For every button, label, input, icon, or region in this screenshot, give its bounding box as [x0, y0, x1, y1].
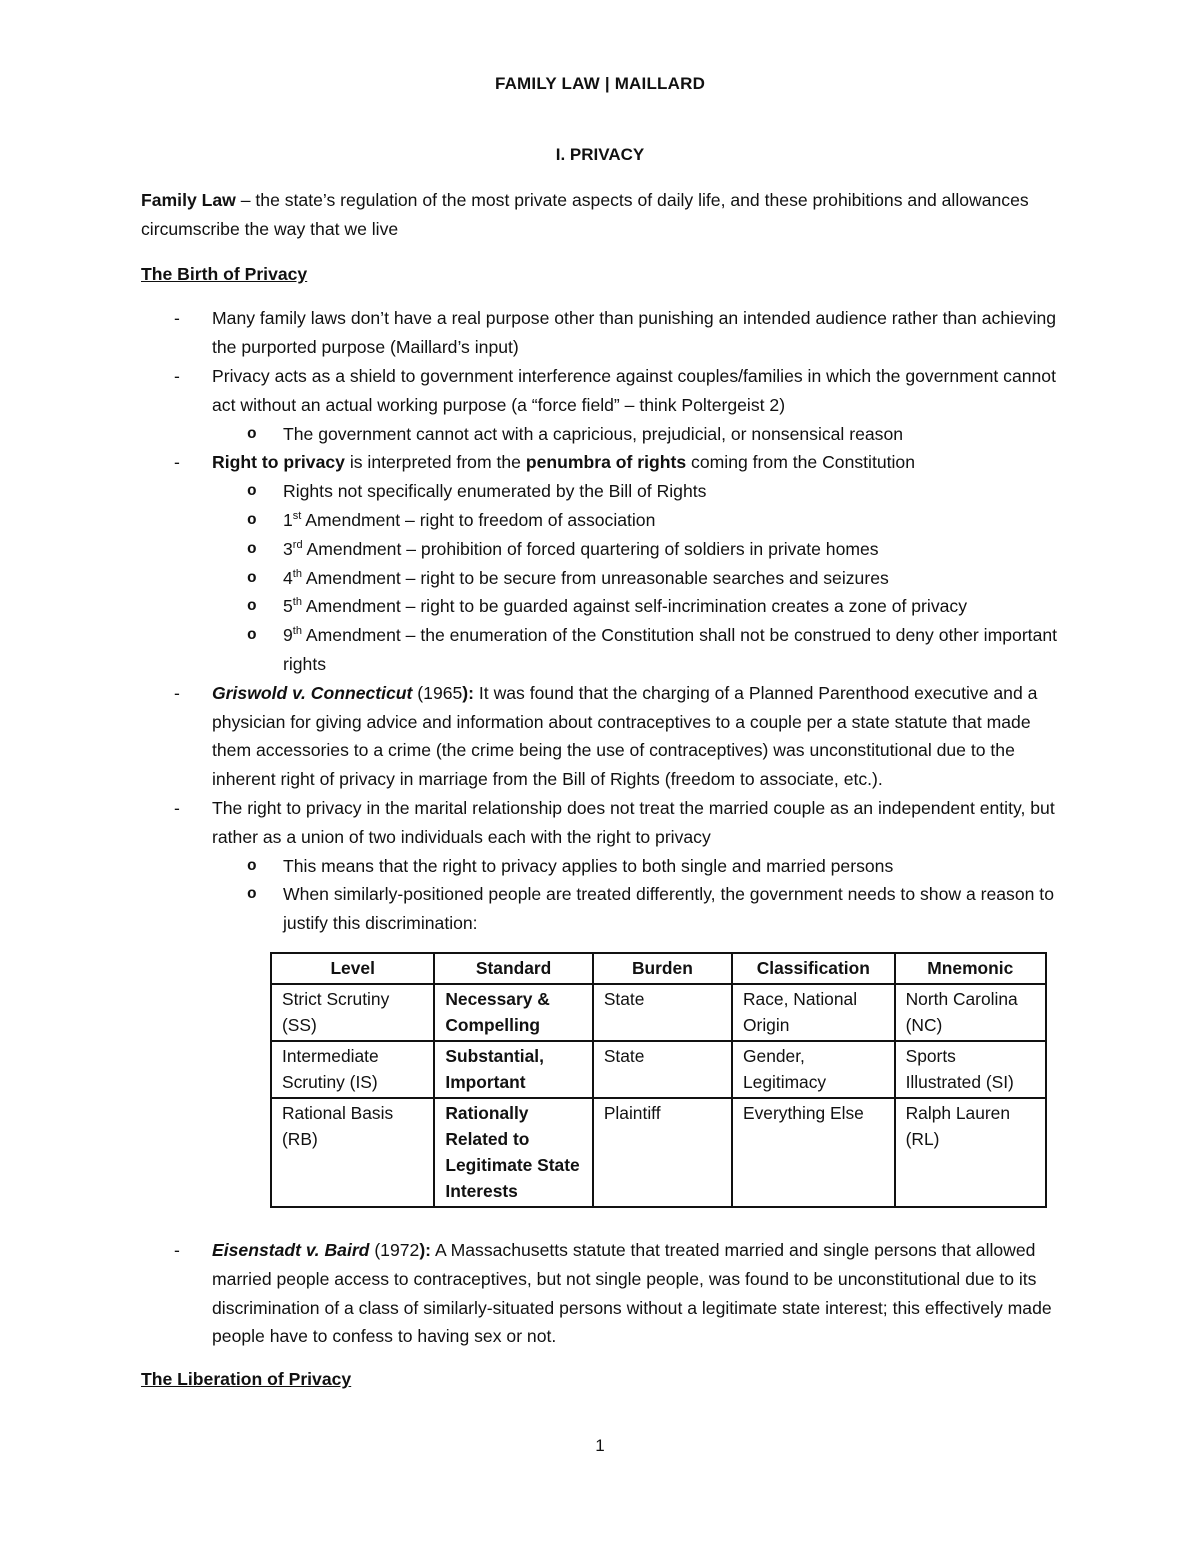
- bullet-text: is interpreted from the: [344, 452, 526, 473]
- circle-marker: o: [247, 482, 257, 501]
- table-cell-level: Strict Scrutiny (SS): [271, 984, 434, 1041]
- sub-bullet-item: [141, 880, 1061, 938]
- case-name: Griswold v. Connecticut: [212, 682, 413, 703]
- family-law-definition: [141, 186, 1061, 244]
- case-text: A Massachusetts statute that treated married and single persons that allowed married people access to contraceptives, but not single people, was found to be unconstitutional due to its discrimination of a class of similarly-situated persons without a legitimate state interest; this effectively made people have to confess to having sex or not.: [212, 1239, 1052, 1347]
- table-cell-level: Rational Basis (RB): [271, 1098, 434, 1207]
- definition-text: – the state’s regulation of the most private aspects of daily life, and these prohibitions and allowances circumscribe the way that we live: [141, 190, 1029, 239]
- amendment-number: 3: [283, 538, 293, 559]
- bullet-text: Many family laws don’t have a real purpose other than punishing an intended audience rather than achieving the purported purpose (Maillard’s input): [212, 308, 1057, 358]
- circle-marker: o: [247, 597, 257, 616]
- ordinal-suffix: th: [292, 567, 302, 580]
- circle-marker: o: [247, 856, 257, 875]
- table-cell-standard: Substantial, Important: [434, 1041, 592, 1098]
- amendment-item: [141, 592, 1061, 621]
- column-header-level: Level: [271, 953, 434, 984]
- circle-marker: o: [247, 885, 257, 904]
- dash-marker: -: [174, 452, 180, 473]
- table-row: [271, 984, 1046, 1041]
- table-cell-classification: Everything Else: [732, 1098, 895, 1207]
- table-cell-mnemonic: North Carolina (NC): [895, 984, 1046, 1041]
- table-cell-burden: State: [593, 984, 732, 1041]
- sub-bullet-text: Rights not specifically enumerated by the Bill of Rights: [283, 481, 707, 502]
- table-cell-level: Intermediate Scrutiny (IS): [271, 1041, 434, 1098]
- heading-liberation-of-privacy: The Liberation of Privacy: [141, 1369, 352, 1390]
- bullet-text: Privacy acts as a shield to government interference against couples/families in which the government cannot act without an actual working purpose (a “force field” – think Poltergeist 2): [212, 365, 1056, 415]
- circle-marker: o: [247, 568, 257, 587]
- circle-marker: o: [247, 510, 257, 529]
- circle-marker: o: [247, 539, 257, 558]
- heading-birth-of-privacy: The Birth of Privacy: [141, 263, 308, 284]
- sub-bullet-item: [141, 477, 1061, 506]
- dash-marker: -: [174, 797, 180, 818]
- dash-marker: -: [174, 682, 180, 703]
- amendment-text: Amendment – right to be guarded against self-incrimination creates a zone of privacy: [301, 596, 967, 617]
- ordinal-suffix: rd: [292, 538, 303, 551]
- sub-bullet-text: When similarly-positioned people are treated differently, the government needs to show a reason to justify this discrimination:: [283, 884, 1054, 934]
- sub-bullet-text: This means that the right to privacy applies to both single and married persons: [283, 855, 894, 876]
- amendment-item: [141, 621, 1061, 679]
- amendment-text: Amendment – right to freedom of association: [301, 509, 656, 530]
- section-title: I. PRIVACY: [555, 145, 645, 164]
- table-cell-standard: Rationally Related to Legitimate State Interests: [434, 1098, 592, 1207]
- amendment-item: [141, 506, 1061, 535]
- document-body: [141, 186, 1061, 1394]
- ordinal-suffix: th: [292, 625, 302, 638]
- case-year: (1965: [412, 682, 463, 703]
- column-header-classification: Classification: [732, 953, 895, 984]
- table-cell-classification: Race, National Origin: [732, 984, 895, 1041]
- bullet-item: [141, 362, 1061, 420]
- circle-marker: o: [247, 626, 257, 645]
- case-colon: ):: [419, 1239, 432, 1260]
- dash-marker: -: [174, 365, 180, 386]
- case-colon: ):: [462, 682, 475, 703]
- amendment-text: Amendment – right to be secure from unreasonable searches and seizures: [301, 567, 889, 588]
- table-cell-classification: Gender, Legitimacy: [732, 1041, 895, 1098]
- scrutiny-table: [270, 952, 1047, 1208]
- amendment-item: [141, 535, 1061, 564]
- case-text: It was found that the charging of a Planned Parenthood executive and a physician for giving advice and information about contraceptives to a couple per a state statute that made them accessories to a crime (the crime being the use of contraceptives) was unconstitutional due to the inherent right of privacy in marriage from the Bill of Rights (freedom to associate, etc.).: [212, 682, 1038, 790]
- bullet-item: [141, 794, 1061, 852]
- case-name: Eisenstadt v. Baird: [212, 1239, 370, 1260]
- dash-marker: -: [174, 1239, 180, 1260]
- table-cell-burden: Plaintiff: [593, 1098, 732, 1207]
- ordinal-suffix: st: [292, 510, 302, 523]
- column-header-standard: Standard: [434, 953, 592, 984]
- bullet-item-eisenstadt: [141, 1236, 1061, 1351]
- column-header-burden: Burden: [593, 953, 732, 984]
- amendment-item: [141, 564, 1061, 593]
- sub-bullet-item: [141, 852, 1061, 881]
- dash-marker: -: [174, 308, 180, 329]
- bullet-text: coming from the Constitution: [686, 452, 915, 473]
- ordinal-suffix: th: [292, 596, 302, 609]
- bold-term: Right to privacy: [212, 452, 345, 473]
- amendment-number: 9: [283, 625, 293, 646]
- circle-marker: o: [247, 424, 257, 443]
- column-header-mnemonic: Mnemonic: [895, 953, 1046, 984]
- sub-bullet-text: The government cannot act with a capricious, prejudicial, or nonsensical reason: [283, 423, 904, 444]
- table-cell-burden: State: [593, 1041, 732, 1098]
- table-row: [271, 1041, 1046, 1098]
- amendment-text: Amendment – the enumeration of the Constitution shall not be construed to deny other important rights: [283, 625, 1058, 674]
- amendment-number: 1: [283, 509, 293, 530]
- case-year: (1972: [369, 1239, 420, 1260]
- table-header-row: [271, 953, 1046, 984]
- table-cell-standard: Necessary & Compelling: [434, 984, 592, 1041]
- page-number: 1: [595, 1436, 605, 1455]
- bullet-text: The right to privacy in the marital relationship does not treat the married couple as an independent entity, but rather as a union of two individuals each with the right to privacy: [212, 797, 1055, 847]
- amendment-number: 4: [283, 567, 293, 588]
- definition-term: Family Law: [141, 190, 236, 210]
- table-cell-mnemonic: Ralph Lauren (RL): [895, 1098, 1046, 1207]
- document-header: FAMILY LAW | MAILLARD: [494, 74, 706, 93]
- amendment-number: 5: [283, 596, 293, 617]
- table-cell-mnemonic: Sports Illustrated (SI): [895, 1041, 1046, 1098]
- bullet-item: [141, 304, 1061, 362]
- bullet-item: [141, 448, 1061, 477]
- sub-bullet-item: [141, 420, 1061, 449]
- table-row: [271, 1098, 1046, 1207]
- bullet-item-griswold: [141, 679, 1061, 794]
- amendment-text: Amendment – prohibition of forced quartering of soldiers in private homes: [302, 538, 879, 559]
- bold-term: penumbra of rights: [525, 452, 687, 473]
